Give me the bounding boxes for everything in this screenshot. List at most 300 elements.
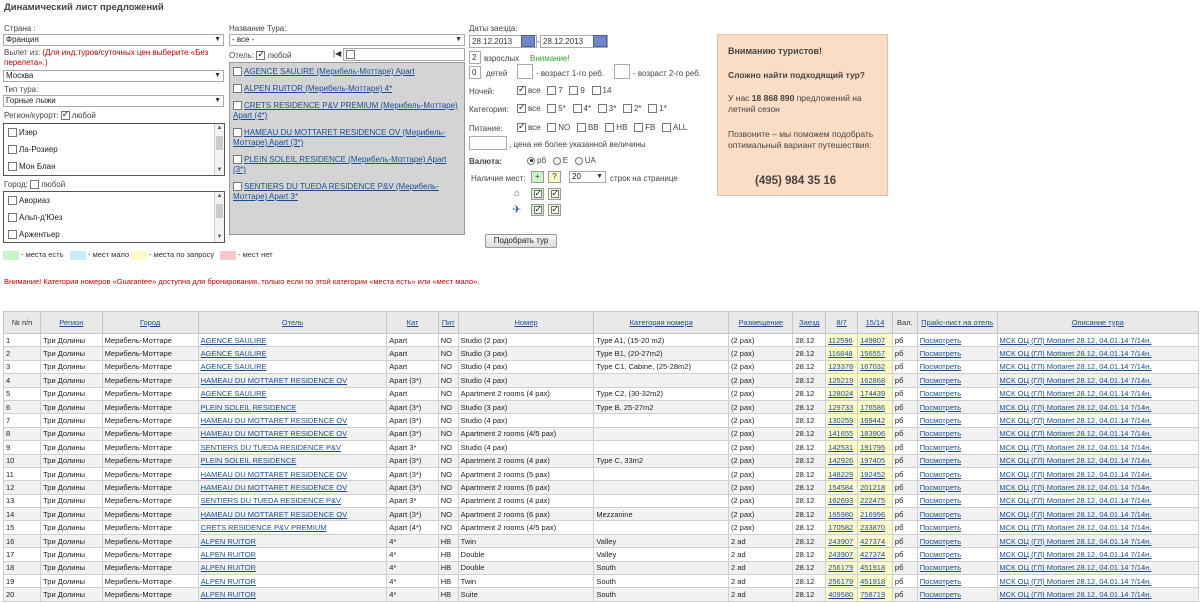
table-cell xyxy=(594,481,729,494)
tour-type-label: Тип тура: xyxy=(4,85,39,94)
table-cell: Мерибель-Моттаре xyxy=(102,467,198,480)
hotel-link[interactable]: PLEIN SOLEIL RESIDENCE (Мерибель-Моттаре) Apart (3*) xyxy=(233,155,447,174)
departure-label: Вылет из: xyxy=(4,48,41,57)
table-cell: Мерибель-Моттаре xyxy=(102,548,198,561)
price-link[interactable]: 162693 xyxy=(826,494,858,507)
tour-description-link[interactable]: МСК ОЦ (ГЛ) Mottaret 28.12, 04.01.14 7/14н. xyxy=(997,467,1198,480)
checkbox[interactable] xyxy=(8,213,17,222)
promo-phone: (495) 984 35 16 xyxy=(755,175,837,187)
price-list-link[interactable]: Посмотреть xyxy=(917,548,997,561)
tour-description-link[interactable]: МСК ОЦ (ГЛ) Mottaret 28.12, 04.01.14 7/14н. xyxy=(997,360,1198,373)
arrow-up-icon[interactable]: ▲ xyxy=(216,125,223,131)
hotel-link[interactable]: AGENCE SAULIRE xyxy=(198,334,387,347)
price-list-link[interactable]: Посмотреть xyxy=(917,427,997,440)
city-list[interactable] xyxy=(3,191,225,243)
checkbox[interactable] xyxy=(534,206,542,214)
tour-description-link[interactable]: МСК ОЦ (ГЛ) Mottaret 28.12, 04.01.14 7/14н. xyxy=(997,414,1198,427)
table-cell: 2 ad xyxy=(729,534,793,547)
currency-radio[interactable] xyxy=(575,157,583,165)
tour-description-link[interactable]: МСК ОЦ (ГЛ) Mottaret 28.12, 04.01.14 7/14н. xyxy=(997,534,1198,547)
table-row xyxy=(4,427,1199,440)
scrollbar[interactable] xyxy=(214,124,224,175)
table-cell: Type C2, (30-32m2) xyxy=(594,387,729,400)
hotel-link[interactable]: HAMEAU DU MOTTARET RESIDENCE OV (Мерибель-Моттаре) Apart (3*) xyxy=(233,128,446,147)
list-item[interactable] xyxy=(4,192,224,209)
table-cell: Twin xyxy=(458,534,594,547)
price-link[interactable]: 191795 xyxy=(858,441,893,454)
price-list-link[interactable]: Посмотреть xyxy=(917,481,997,494)
price-link[interactable]: 451918 xyxy=(858,575,893,588)
legend-label: - мест мало xyxy=(88,250,130,259)
hotel-list[interactable] xyxy=(229,62,465,235)
currency-option-label: UA xyxy=(584,156,596,165)
seats-on-request-filter[interactable]: ? xyxy=(548,171,561,183)
table-cell: рб xyxy=(892,360,917,373)
column-header[interactable]: Заезд xyxy=(793,312,826,334)
date-to-input[interactable]: 28.12.2013 xyxy=(540,35,608,48)
category-checkbox[interactable] xyxy=(648,104,657,113)
table-cell: 5 xyxy=(4,387,41,400)
column-header[interactable]: Кат xyxy=(387,312,438,334)
table-cell: Apart (3*) xyxy=(387,481,438,494)
column-header[interactable]: Описание тура xyxy=(997,312,1198,334)
tour-description-link[interactable]: МСК ОЦ (ГЛ) Mottaret 28.12, 04.01.14 7/14н. xyxy=(997,508,1198,521)
scrollbar[interactable] xyxy=(214,192,224,242)
tour-description-link[interactable]: МСК ОЦ (ГЛ) Mottaret 28.12, 04.01.14 7/14н. xyxy=(997,494,1198,507)
max-price-input[interactable] xyxy=(469,136,507,150)
list-item[interactable] xyxy=(4,158,224,175)
hotel-link[interactable]: AGENCE SAULIRE xyxy=(198,360,387,373)
scroll-thumb[interactable] xyxy=(216,136,223,150)
price-list-link[interactable]: Посмотреть xyxy=(917,454,997,467)
chevron-down-icon: ▼ xyxy=(455,36,462,43)
table-cell: 15 xyxy=(4,521,41,534)
hotel-link[interactable]: SENTIERS DU TUEDA RESIDENCE P&V xyxy=(198,494,387,507)
table-cell: 28.12 xyxy=(793,508,826,521)
checkbox[interactable] xyxy=(233,182,242,191)
table-cell: рб xyxy=(892,374,917,387)
price-list-link[interactable]: Посмотреть xyxy=(917,374,997,387)
legend-swatch xyxy=(3,251,19,260)
price-link[interactable]: 162868 xyxy=(858,374,893,387)
table-cell: 28.12 xyxy=(793,534,826,547)
hotel-link[interactable]: HAMEAU DU MOTTARET RESIDENCE OV xyxy=(198,508,387,521)
tour-description-link[interactable]: МСК ОЦ (ГЛ) Mottaret 28.12, 04.01.14 7/14н. xyxy=(997,441,1198,454)
tour-description-link[interactable]: МСК ОЦ (ГЛ) Mottaret 28.12, 04.01.14 7/14н. xyxy=(997,481,1198,494)
table-cell: 28.12 xyxy=(793,374,826,387)
nights-checkbox[interactable] xyxy=(592,86,601,95)
hotel-search-input[interactable] xyxy=(343,48,465,61)
table-cell: (2 pax) xyxy=(729,360,793,373)
hotel-link[interactable]: AGENCE SAULIRE xyxy=(198,347,387,360)
price-link[interactable]: 201218 xyxy=(858,481,893,494)
city-any-checkbox[interactable] xyxy=(30,180,39,189)
checkbox[interactable] xyxy=(8,145,17,154)
list-item[interactable] xyxy=(4,209,224,226)
children-input[interactable]: 0 xyxy=(469,66,481,79)
column-header[interactable]: 8/7 xyxy=(826,312,858,334)
price-link[interactable]: 256179 xyxy=(826,575,858,588)
list-item[interactable] xyxy=(233,128,461,148)
tour-description-link[interactable]: МСК ОЦ (ГЛ) Mottaret 28.12, 04.01.14 7/14н. xyxy=(997,454,1198,467)
seats-available-filter[interactable]: + xyxy=(531,171,544,183)
checkbox[interactable] xyxy=(8,196,17,205)
table-cell: HB xyxy=(438,561,458,574)
price-link[interactable]: 409580 xyxy=(826,588,858,601)
table-cell: 4 xyxy=(4,374,41,387)
table-cell: Apart xyxy=(387,334,438,347)
table-cell: Три Долины xyxy=(41,575,102,588)
table-cell: 28.12 xyxy=(793,387,826,400)
price-list-link[interactable]: Посмотреть xyxy=(917,508,997,521)
price-link[interactable]: 222475 xyxy=(858,494,893,507)
list-item[interactable] xyxy=(4,141,224,158)
price-list-link[interactable]: Посмотреть xyxy=(917,561,997,574)
price-link[interactable]: 128024 xyxy=(826,387,858,400)
table-row xyxy=(4,534,1199,547)
column-header[interactable]: Размещение xyxy=(729,312,793,334)
tour-description-link[interactable]: МСК ОЦ (ГЛ) Mottaret 28.12, 04.01.14 7/14н. xyxy=(997,347,1198,360)
price-list-link[interactable]: Посмотреть xyxy=(917,334,997,347)
calendar-icon[interactable] xyxy=(521,35,535,47)
hotel-link[interactable]: SENTIERS DU TUEDA RESIDENCE P&V (Мерибель-Моттаре) Apart 3* xyxy=(233,182,439,201)
table-cell: Double xyxy=(458,548,594,561)
meal-checkbox[interactable] xyxy=(605,123,614,132)
table-cell: NO xyxy=(438,467,458,480)
table-cell: South xyxy=(594,575,729,588)
checkbox[interactable] xyxy=(8,230,17,239)
category-checkbox[interactable] xyxy=(517,104,526,113)
child2-label: - возраст 2-го реб. xyxy=(633,69,701,78)
table-cell: Apart xyxy=(387,360,438,373)
region-name: Изер xyxy=(19,128,38,137)
price-list-link[interactable]: Посмотреть xyxy=(917,534,997,547)
price-link[interactable]: 123378 xyxy=(826,360,858,373)
attention-label: Внимание! xyxy=(530,54,570,63)
checkbox[interactable] xyxy=(346,50,355,59)
arrow-up-icon[interactable]: ▲ xyxy=(216,193,223,199)
departure-select[interactable] xyxy=(3,70,224,82)
column-header: Вал. xyxy=(892,312,917,334)
list-item[interactable] xyxy=(233,84,461,94)
calendar-icon[interactable] xyxy=(593,35,607,47)
price-list-link[interactable]: Посмотреть xyxy=(917,360,997,373)
price-link[interactable]: 169442 xyxy=(858,414,893,427)
price-link[interactable]: 427374 xyxy=(858,534,893,547)
column-header[interactable]: Город xyxy=(102,312,198,334)
table-row xyxy=(4,387,1199,400)
table-cell: NO xyxy=(438,400,458,413)
region-list[interactable] xyxy=(3,123,225,176)
price-list-link[interactable]: Посмотреть xyxy=(917,467,997,480)
hotel-seats-available[interactable] xyxy=(531,188,544,200)
hotel-link[interactable]: AGENCE SAULIRE (Мерибель-Моттаре) Apart xyxy=(244,67,415,76)
search-tour-button[interactable]: Подобрать тур xyxy=(485,234,557,248)
tour-description-link[interactable]: МСК ОЦ (ГЛ) Mottaret 28.12, 04.01.14 7/14н. xyxy=(997,400,1198,413)
checkbox[interactable] xyxy=(8,128,17,137)
table-cell: 28.12 xyxy=(793,427,826,440)
price-list-link[interactable]: Посмотреть xyxy=(917,414,997,427)
price-link[interactable]: 130259 xyxy=(826,414,858,427)
nights-checkbox[interactable] xyxy=(547,86,556,95)
nights-options xyxy=(517,86,611,95)
table-cell: рб xyxy=(892,521,917,534)
tour-type-select[interactable] xyxy=(3,95,224,107)
hotel-link[interactable]: HAMEAU DU MOTTARET RESIDENCE OV xyxy=(198,427,387,440)
price-link[interactable]: 197405 xyxy=(858,454,893,467)
table-cell: Три Долины xyxy=(41,441,102,454)
table-cell: Twin xyxy=(458,575,594,588)
hotel-link[interactable]: ALPEN RUITOR xyxy=(198,534,387,547)
price-link[interactable]: 149807 xyxy=(858,334,893,347)
price-link[interactable]: 141655 xyxy=(826,427,858,440)
category-label: Категория: xyxy=(469,105,509,114)
price-link[interactable]: 216996 xyxy=(858,508,893,521)
child1-age-input[interactable] xyxy=(517,64,533,79)
tour-type-value: Горные лыжи xyxy=(6,96,56,105)
table-cell: 28.12 xyxy=(793,347,826,360)
price-list-link[interactable]: Посмотреть xyxy=(917,575,997,588)
price-list-link[interactable]: Посмотреть xyxy=(917,347,997,360)
column-header[interactable]: Пит xyxy=(438,312,458,334)
price-link[interactable]: 154584 xyxy=(826,481,858,494)
table-cell: Type B1, (20-27m2) xyxy=(594,347,729,360)
column-header[interactable]: Категория номера xyxy=(594,312,729,334)
checkbox[interactable] xyxy=(551,190,559,198)
child1-label: - возраст 1-го реб. xyxy=(536,69,604,78)
table-cell: 2 ad xyxy=(729,561,793,574)
meal-checkbox[interactable] xyxy=(577,123,586,132)
hotel-link[interactable]: PLEIN SOLEIL RESIDENCE xyxy=(198,400,387,413)
price-list-link[interactable]: Посмотреть xyxy=(917,521,997,534)
nights-option-label: все xyxy=(528,86,541,95)
checkbox[interactable] xyxy=(233,128,242,137)
list-item[interactable] xyxy=(233,182,461,202)
table-cell: Studio (3 pax) xyxy=(458,347,594,360)
price-link[interactable]: 451918 xyxy=(858,561,893,574)
price-link[interactable]: 243907 xyxy=(826,548,858,561)
list-item[interactable] xyxy=(233,155,461,175)
table-cell xyxy=(594,374,729,387)
table-cell: 7 xyxy=(4,414,41,427)
checkbox[interactable] xyxy=(233,101,242,110)
legend-label: - места по запросу xyxy=(149,250,215,259)
column-header[interactable]: Номер xyxy=(458,312,594,334)
rows-value: 20 xyxy=(572,172,581,181)
table-cell xyxy=(594,427,729,440)
checkbox[interactable] xyxy=(233,67,242,76)
table-cell: Studio (4 pax) xyxy=(458,414,594,427)
hotel-any-label: любой xyxy=(267,51,292,60)
price-link[interactable]: 427374 xyxy=(858,548,893,561)
price-link[interactable]: 142531 xyxy=(826,441,858,454)
hotel-link[interactable]: SENTIERS DU TUEDA RESIDENCE P&V xyxy=(198,441,387,454)
list-item[interactable] xyxy=(4,226,224,243)
country-value: Франция xyxy=(6,35,39,44)
table-cell: (2 pax) xyxy=(729,441,793,454)
price-link[interactable]: 148229 xyxy=(826,467,858,480)
table-cell: Мерибель-Моттаре xyxy=(102,561,198,574)
scroll-thumb[interactable] xyxy=(216,204,223,218)
tour-description-link[interactable]: МСК ОЦ (ГЛ) Mottaret 28.12, 04.01.14 7/14н. xyxy=(997,521,1198,534)
tour-description-link[interactable]: МСК ОЦ (ГЛ) Mottaret 28.12, 04.01.14 7/14н. xyxy=(997,374,1198,387)
price-list-link[interactable]: Посмотреть xyxy=(917,588,997,601)
nights-checkbox[interactable] xyxy=(569,86,578,95)
price-list-link[interactable]: Посмотреть xyxy=(917,387,997,400)
meal-checkbox[interactable] xyxy=(547,123,556,132)
table-cell: рб xyxy=(892,347,917,360)
flight-seats-available[interactable] xyxy=(531,204,544,216)
table-cell: 28.12 xyxy=(793,521,826,534)
table-cell: Три Долины xyxy=(41,400,102,413)
price-link[interactable]: 116848 xyxy=(826,347,858,360)
hotel-link[interactable]: PLEIN SOLEIL RESIDENCE xyxy=(198,454,387,467)
child2-age-input[interactable] xyxy=(614,64,630,79)
children-label: детей xyxy=(486,69,508,78)
arrow-down-icon[interactable]: ▼ xyxy=(216,234,223,240)
hotel-link[interactable]: ALPEN RUITOR xyxy=(198,548,387,561)
hotel-link[interactable]: ALPEN RUITOR (Мерибель-Моттаре) 4* xyxy=(244,84,393,93)
region-any-checkbox[interactable] xyxy=(61,111,70,120)
hotel-link[interactable]: ALPEN RUITOR xyxy=(198,588,387,601)
price-link[interactable]: 176586 xyxy=(858,400,893,413)
date-from-input[interactable]: 28.12.2013 xyxy=(469,35,537,48)
price-link[interactable]: 165980 xyxy=(826,508,858,521)
chevron-down-icon: ▼ xyxy=(596,173,603,180)
checkbox[interactable] xyxy=(233,155,242,164)
checkbox[interactable] xyxy=(8,162,17,171)
nights-checkbox[interactable] xyxy=(517,86,526,95)
tour-description-link[interactable]: МСК ОЦ (ГЛ) Mottaret 28.12, 04.01.14 7/14н. xyxy=(997,588,1198,601)
category-checkbox[interactable] xyxy=(623,104,632,113)
price-link[interactable]: 129733 xyxy=(826,400,858,413)
currency-radio[interactable] xyxy=(553,157,561,165)
price-link[interactable]: 170582 xyxy=(826,521,858,534)
price-link[interactable]: 233870 xyxy=(858,521,893,534)
hotel-link[interactable]: AGENCE SAULIRE xyxy=(198,387,387,400)
departure-note: (Для инд.туров/суточных цен выберите «Без перелета».) xyxy=(4,48,209,67)
checkbox[interactable] xyxy=(551,206,559,214)
column-header[interactable]: Отель xyxy=(198,312,387,334)
table-cell: Мерибель-Моттаре xyxy=(102,441,198,454)
meal-checkbox[interactable] xyxy=(634,123,643,132)
category-checkbox[interactable] xyxy=(598,104,607,113)
hotel-link[interactable]: HAMEAU DU MOTTARET RESIDENCE OV xyxy=(198,374,387,387)
price-list-link[interactable]: Посмотреть xyxy=(917,400,997,413)
price-link[interactable]: 192452 xyxy=(858,467,893,480)
price-list-link[interactable]: Посмотреть xyxy=(917,494,997,507)
price-link[interactable]: 125219 xyxy=(826,374,858,387)
checkbox[interactable] xyxy=(534,190,542,198)
country-select[interactable] xyxy=(3,34,224,46)
table-cell: 2 xyxy=(4,347,41,360)
adults-input[interactable]: 2 xyxy=(469,51,481,64)
column-header[interactable]: Прайс-лист на отель xyxy=(917,312,997,334)
price-list-link[interactable]: Посмотреть xyxy=(917,441,997,454)
tour-description-link[interactable]: МСК ОЦ (ГЛ) Mottaret 28.12, 04.01.14 7/14н. xyxy=(997,561,1198,574)
nights-option-label: 7 xyxy=(558,86,563,95)
table-cell: Мерибель-Моттаре xyxy=(102,481,198,494)
table-cell: рб xyxy=(892,454,917,467)
category-checkbox[interactable] xyxy=(573,104,582,113)
table-cell: рб xyxy=(892,548,917,561)
price-link[interactable]: 758719 xyxy=(858,588,893,601)
hotel-link[interactable]: HAMEAU DU MOTTARET RESIDENCE OV xyxy=(198,414,387,427)
tour-description-link[interactable]: МСК ОЦ (ГЛ) Mottaret 28.12, 04.01.14 7/14н. xyxy=(997,427,1198,440)
tour-description-link[interactable]: МСК ОЦ (ГЛ) Mottaret 28.12, 04.01.14 7/14н. xyxy=(997,387,1198,400)
hotel-link[interactable]: CRETS RESIDENCE P&V PREMIUM xyxy=(198,521,387,534)
table-row xyxy=(4,494,1199,507)
column-header[interactable]: 15/14 xyxy=(858,312,893,334)
price-link[interactable]: 174439 xyxy=(858,387,893,400)
list-item[interactable] xyxy=(233,67,461,77)
rows-per-page-select[interactable] xyxy=(569,171,606,183)
table-cell: рб xyxy=(892,588,917,601)
meal-checkbox[interactable] xyxy=(662,123,671,132)
tour-name-select[interactable] xyxy=(229,34,465,46)
price-link[interactable]: 243907 xyxy=(826,534,858,547)
hotel-link[interactable]: CRETS RESIDENCE P&V PREMIUM (Мерибель-Моттаре) Apart (4*) xyxy=(233,101,458,120)
price-link[interactable]: 112596 xyxy=(826,334,858,347)
price-link[interactable]: 183906 xyxy=(858,427,893,440)
table-cell: Три Долины xyxy=(41,360,102,373)
table-cell: NO xyxy=(438,494,458,507)
tour-description-link[interactable]: МСК ОЦ (ГЛ) Mottaret 28.12, 04.01.14 7/14н. xyxy=(997,334,1198,347)
column-header[interactable]: Регион xyxy=(41,312,102,334)
meal-checkbox[interactable] xyxy=(517,123,526,132)
hotel-link[interactable]: HAMEAU DU MOTTARET RESIDENCE OV xyxy=(198,467,387,480)
table-cell: 13 xyxy=(4,494,41,507)
promo-offers-text xyxy=(728,93,879,115)
departure-value: Москва xyxy=(6,71,34,80)
tour-description-link[interactable]: МСК ОЦ (ГЛ) Mottaret 28.12, 04.01.14 7/14н. xyxy=(997,575,1198,588)
hotel-link[interactable]: ALPEN RUITOR xyxy=(198,561,387,574)
skip-first-icon[interactable]: |◀ xyxy=(333,49,342,58)
price-link[interactable]: 167032 xyxy=(858,360,893,373)
table-cell: Apartment 2 rooms (4 pax) xyxy=(458,387,594,400)
flight-seats-on-request[interactable] xyxy=(548,204,561,216)
arrow-down-icon[interactable]: ▼ xyxy=(216,167,223,173)
list-item[interactable] xyxy=(4,124,224,141)
price-link[interactable]: 142926 xyxy=(826,454,858,467)
promo-count: 18 868 890 xyxy=(751,93,795,103)
table-cell: (2 pax) xyxy=(729,521,793,534)
table-cell: Apartment 2 rooms (4 pax) xyxy=(458,494,594,507)
category-checkbox[interactable] xyxy=(547,104,556,113)
currency-radio[interactable] xyxy=(527,157,535,165)
table-cell: (2 pax) xyxy=(729,387,793,400)
table-cell: NO xyxy=(438,414,458,427)
price-link[interactable]: 256179 xyxy=(826,561,858,574)
table-row xyxy=(4,467,1199,480)
hotel-any-checkbox[interactable] xyxy=(256,51,265,60)
table-cell: Apart (3*) xyxy=(387,400,438,413)
table-cell: Мерибель-Моттаре xyxy=(102,400,198,413)
tour-description-link[interactable]: МСК ОЦ (ГЛ) Mottaret 28.12, 04.01.14 7/14н. xyxy=(997,548,1198,561)
table-cell: Apartment 2 rooms (5 pax) xyxy=(458,467,594,480)
checkbox[interactable] xyxy=(233,84,242,93)
hotel-link[interactable]: HAMEAU DU MOTTARET RESIDENCE OV xyxy=(198,481,387,494)
table-cell: Apart (4*) xyxy=(387,521,438,534)
price-link[interactable]: 156557 xyxy=(858,347,893,360)
hotel-link[interactable]: ALPEN RUITOR xyxy=(198,575,387,588)
table-cell: 4* xyxy=(387,534,438,547)
column-header: № п/п xyxy=(4,312,41,334)
list-item[interactable] xyxy=(233,101,461,121)
hotel-seats-on-request[interactable] xyxy=(548,188,561,200)
promo-box xyxy=(717,34,888,196)
table-cell: 14 xyxy=(4,508,41,521)
